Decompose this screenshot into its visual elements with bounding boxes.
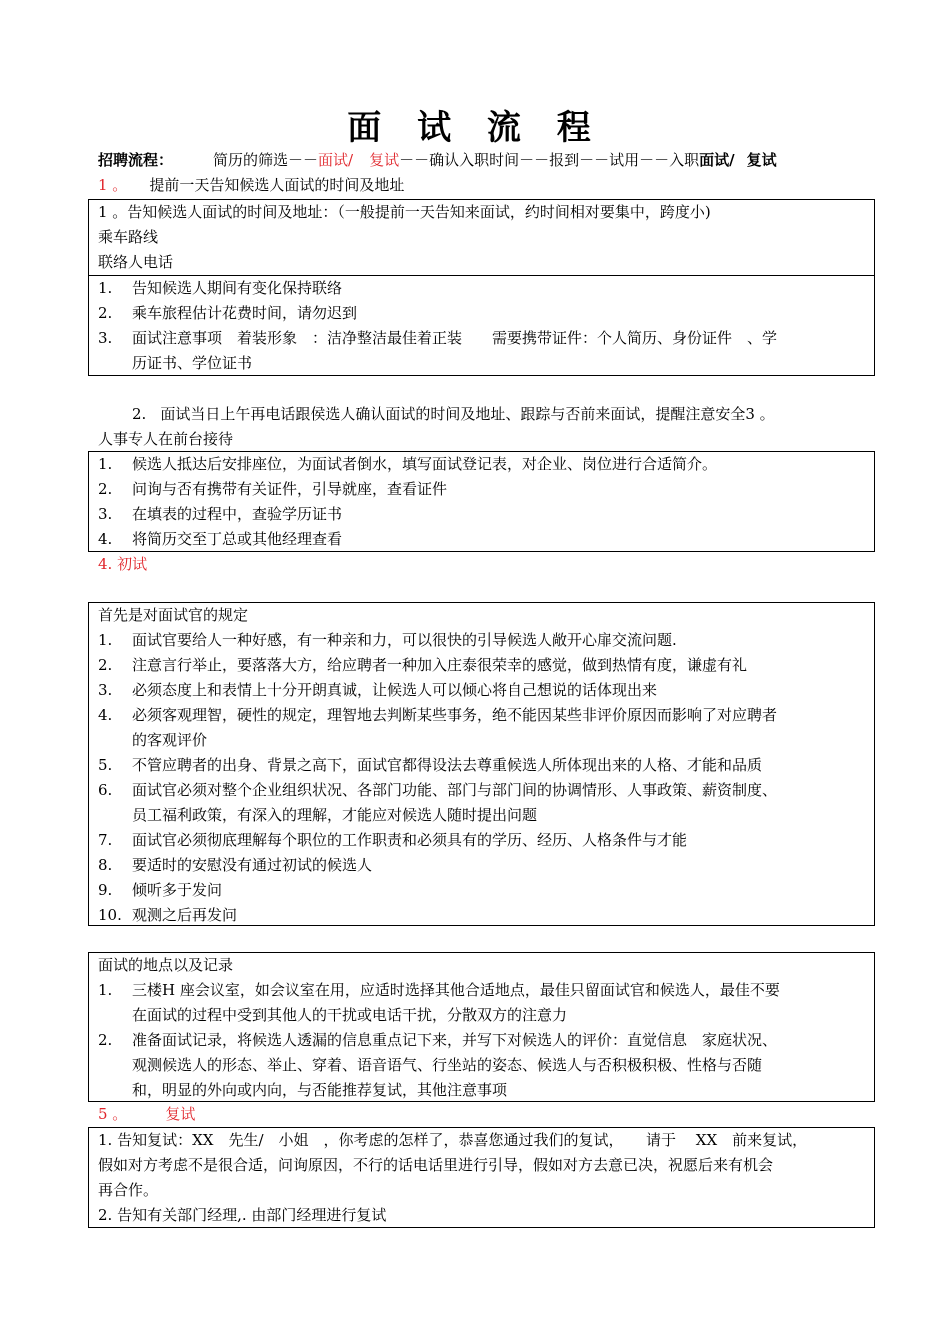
process-label: 招聘流程： [98, 151, 174, 169]
step4-heading: 4. 初试 [98, 555, 148, 573]
reinterview-box [88, 1127, 875, 1228]
box-header: 首先是对面试官的规定 [98, 606, 249, 624]
step5-text: 复试 [165, 1105, 196, 1123]
interviewer-rules-box: 首先是对面试官的规定 1. 面试官要给人一种好感，有一种亲和力，可以很快的引导候选人敞开心扉交流问题. 2. 注意言行举止，要落落大方，给应聘者一种加入庄泰很荣幸的感觉，做到热情有度，谦虚有礼 3. 必须态度上和表情上十分开朗真诚，让候选人可以倾心将自己想说的话体现出来 4. 必须客观理智，硬性的规定，理智地去判断某些事务，绝不能因某些非评价原因而影响了对应聘者 的客观评价 5. 不管应聘者的出身、背景之高下，面试官都得设法去尊重候选人所体现出来的人格、才能和品质 6. 面试官必须对整个企业组织状况、各部门功能、部门与部门间的协调情形、人事政策、薪资制度、 员工福利政策，有深入的理解，才能应对候选人随时提出问题 7. 面试官必须彻底理解每个职位的工作职责和必须具有的学历、经历、人格条件与才能 8. 要适时的安慰没有通过初试的候选人 9. 倾听多于发问 10. 观测之后再发问 [88, 602, 875, 926]
process-part6: 复试 [746, 151, 777, 169]
notify-route: 乘车路线 [98, 228, 159, 246]
notify-line1: 1 。告知候选人面试的时间及地址：（一般提前一天告知来面试，约时间相对要集中，跨度小) [98, 203, 711, 221]
process-part4: －－确认入职时间－－报到－－试用－－入职 [399, 151, 700, 169]
process-interview: 面试/ [318, 151, 354, 169]
process-part5: 面试/ [699, 151, 735, 169]
page-title: 面 试 流 程 [347, 108, 603, 148]
location-record-box: 面试的地点以及记录 1. 三楼H 座会议室，如会议室在用，应适时选择其他合适地点，最佳只留面试官和候选人，最佳不要 在面试的过程中受到其他人的干扰或电话干扰，分散双方的注意力 2. 准备面试记录，将候选人透漏的信息重点记下来，并写下对候选人的评价：直觉信息 家庭状况、 观测候选人的形态、举止、穿着、语音语气、行坐站的姿态、候选人与否积极积极、性格与否随 和，明显的外向或内向，与否能推荐复试，其他注意事项 [88, 952, 875, 1102]
process-line [98, 148, 777, 173]
step1-number: 1 。 [98, 176, 128, 194]
step2-text: 面试当日上午再电话跟侯选人确认面试的时间及地址、跟踪与否前来面试，提醒注意安全3 。 [160, 405, 775, 423]
notify-box: 1 。告知候选人面试的时间及地址：（一般提前一天告知来面试，约时间相对要集中，跨度小) 乘车路线 联络人电话 1. 告知候选人期间有变化保持联络 2. 乘车旅程估计花费时间，请勿迟到 3. 面试注意事项 着装形象 ：洁净整洁最佳着正装 需要携带证件：个人简历、身份证件 、学 历证书、学位证书 [88, 199, 875, 376]
reinterview-line4: 2. 告知有关部门经理,. 由部门经理进行复试 [98, 1206, 387, 1224]
step3-heading: 人事专人在前台接待 [98, 430, 234, 448]
reinterview-line3: 再合作。 [98, 1181, 159, 1199]
process-reinterview: 复试 [369, 151, 400, 169]
reinterview-line2: 假如对方考虑不是很合适，问询原因，不行的话电话里进行引导，假如对方去意已决，祝愿后来有机会 [98, 1156, 774, 1174]
step1-text: 提前一天告知候选人面试的时间及地址 [149, 176, 405, 194]
step5-number: 5 。 [98, 1105, 128, 1123]
step1-heading [98, 173, 404, 198]
notify-contact: 联络人电话 [98, 253, 174, 271]
reinterview-line1: 1. 告知复试：XX 先生/ 小姐 ，你考虑的怎样了，恭喜您通过我们的复试， 请于 XX 前来复试， [98, 1131, 808, 1149]
step2-number: 2. [132, 405, 147, 423]
step5-heading [98, 1102, 195, 1127]
step2-line [132, 402, 775, 427]
reception-box: 1. 候选人抵达后安排座位，为面试者倒水，填写面试登记表，对企业、岗位进行合适简介。 2. 问询与否有携带有关证件，引导就座，查看证件 3. 在填表的过程中，查验学历证书 4. 将简历交至丁总或其他经理查看 [88, 451, 875, 552]
box-header: 面试的地点以及记录 [98, 956, 234, 974]
process-part1: 简历的筛选－－ [213, 151, 319, 169]
